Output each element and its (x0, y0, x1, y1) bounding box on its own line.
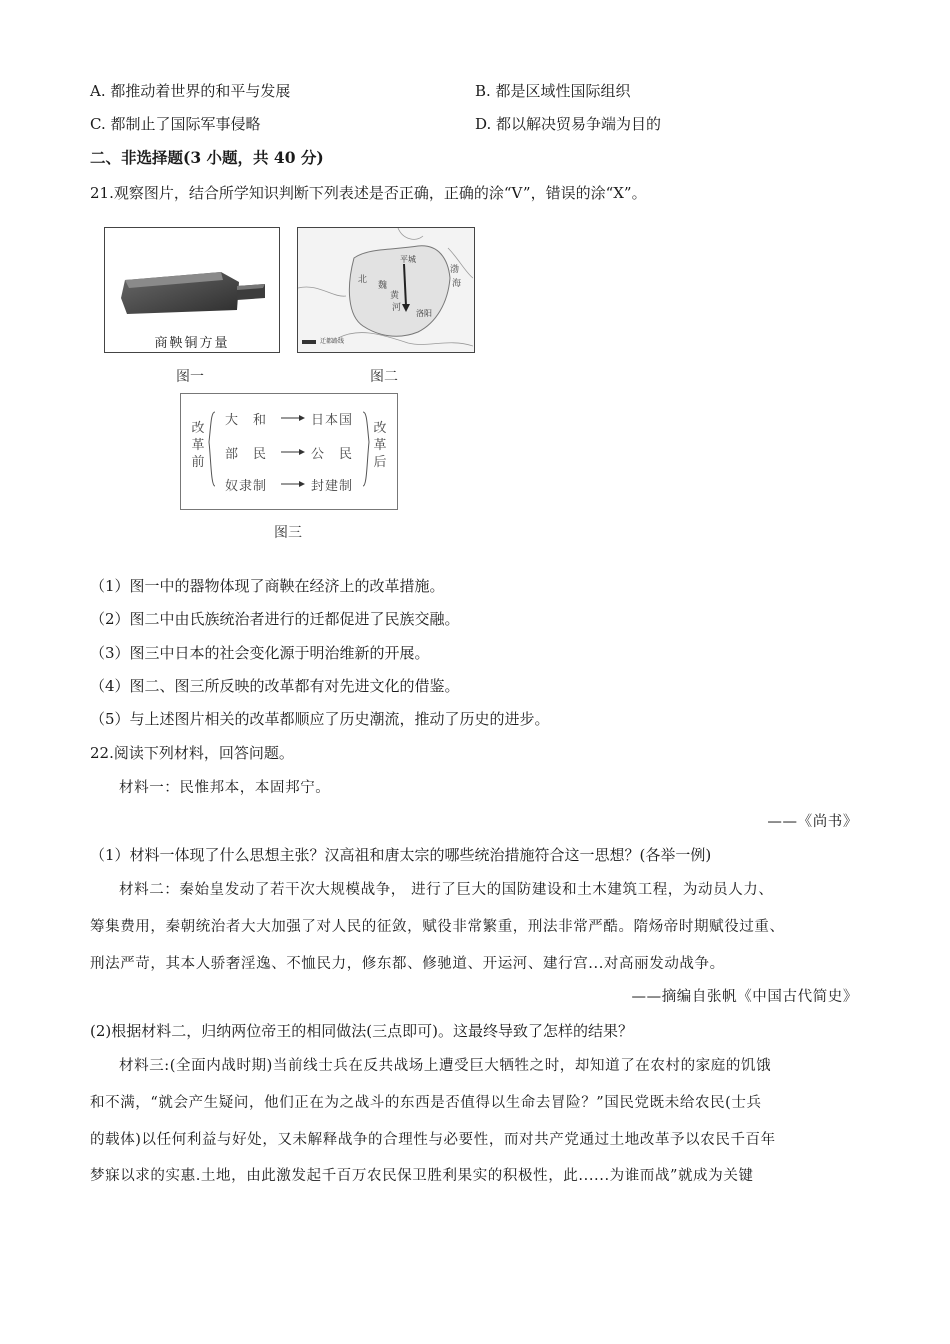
material-1-source: ——《尚书》 (767, 814, 858, 830)
sub-question-1: （1）材料一体现了什么思想主张？汉高祖和唐太宗的哪些统治措施符合这一思想？(各举一例) (90, 846, 712, 864)
diagram-before-item: 大 和 (225, 413, 268, 428)
map-label-wei: 魏 (378, 281, 388, 291)
figure-2-map (297, 227, 475, 353)
material-3-line: 和不满，“就会产生疑问，他们正在为之战斗的东西是否值得以生命去冒险？”国民党既未给农民(士兵 (90, 1095, 762, 1111)
diagram-before-item: 部 民 (225, 447, 268, 462)
material-2-line: 材料二：秦始皇发动了若干次大规模战争， 进行了巨大的国防建设和土木建筑工程，为动员人力、 (119, 882, 774, 898)
statement-1: （1）图一中的器物体现了商鞅在经济上的改革措施。 (90, 577, 445, 595)
material-3-line: 的载体)以任何利益与好处，又未解释战争的合理性与必要性，而对共产党通过土地改革予以农民千百年 (90, 1132, 776, 1148)
statement-5: （5）与上述图片相关的改革都顺应了历史潮流，推动了历史的进步。 (90, 710, 550, 728)
q22-stem: 22.阅读下列材料，回答问题。 (90, 744, 294, 762)
figure-1-caption: 图一 (176, 369, 204, 385)
map-label-bo: 渤 (450, 265, 460, 275)
material-1: 材料一：民惟邦本，本固邦宁。 (119, 780, 331, 796)
statement-3: （3）图三中日本的社会变化源于明治维新的开展。 (90, 644, 430, 662)
map-label-he: 河 (392, 303, 402, 313)
map-label-luoyang: 洛阳 (416, 309, 432, 318)
diagram-after-label: 改革后 (373, 421, 387, 470)
material-2-source: ——摘编自张帆《中国古代简史》 (631, 989, 858, 1005)
option-a: A. 都推动着世界的和平与发展 (90, 82, 291, 100)
statement-4: （4）图二、图三所反映的改革都有对先进文化的借鉴。 (90, 677, 460, 695)
material-2-line: 刑法严苛，其本人骄奢淫逸、不恤民力，修东都、修驰道、开运河、建行宫...对高丽发动战争。 (90, 956, 725, 972)
map-label-hai: 海 (452, 279, 462, 289)
map-label-pingcheng: 平城 (400, 255, 416, 264)
diagram-after-item: 封建制 (311, 479, 354, 494)
diagram-after-item: 公 民 (311, 447, 354, 462)
option-d: D. 都以解决贸易争端为目的 (475, 115, 662, 133)
figure-2-caption: 图二 (370, 369, 398, 385)
sub-question-2: (2)根据材料二，归纳两位帝王的相同做法(三点即可)。这最终导致了怎样的结果？ (90, 1022, 633, 1040)
option-c: C. 都制止了国际军事侵略 (90, 115, 261, 133)
map-legend-text: 迁都路线 (320, 338, 345, 345)
diagram-arrows (181, 394, 397, 509)
material-3-line: 梦寐以求的实惠.土地，由此激发起千百万农民保卫胜利果实的积极性，此......为谁而战”就成为关键 (90, 1168, 754, 1184)
figure-3-diagram (180, 393, 398, 510)
map-label-huang: 黄 (390, 291, 400, 301)
diagram-after-item: 日本国 (311, 413, 354, 428)
figure-1 (104, 227, 280, 353)
map-label-bei: 北 (358, 275, 368, 285)
material-2-line: 筹集费用，秦朝统治者大大加强了对人民的征敛，赋役非常繁重，刑法非常严酷。隋炀帝时期赋役过重、 (90, 919, 785, 935)
material-3-line: 材料三:(全面内战时期)当前线士兵在反共战场上遭受巨大牺牲之时，却知道了在农村的家庭的饥饿 (119, 1058, 772, 1074)
figure-1-label: 商鞅铜方量 (154, 336, 230, 351)
option-b: B. 都是区域性国际组织 (475, 82, 631, 100)
q21-stem: 21.观察图片，结合所学知识判断下列表述是否正确，正确的涂“V”，错误的涂“X”。 (90, 184, 647, 202)
section-title: 二、非选择题(3 小题，共 40 分) (90, 148, 324, 167)
diagram-before-label: 改革前 (191, 421, 205, 470)
diagram-before-item: 奴隶制 (225, 479, 268, 494)
figure-3-caption: 图三 (274, 525, 302, 541)
statement-2: （2）图二中由氏族统治者进行的迁都促进了民族交融。 (90, 610, 460, 628)
